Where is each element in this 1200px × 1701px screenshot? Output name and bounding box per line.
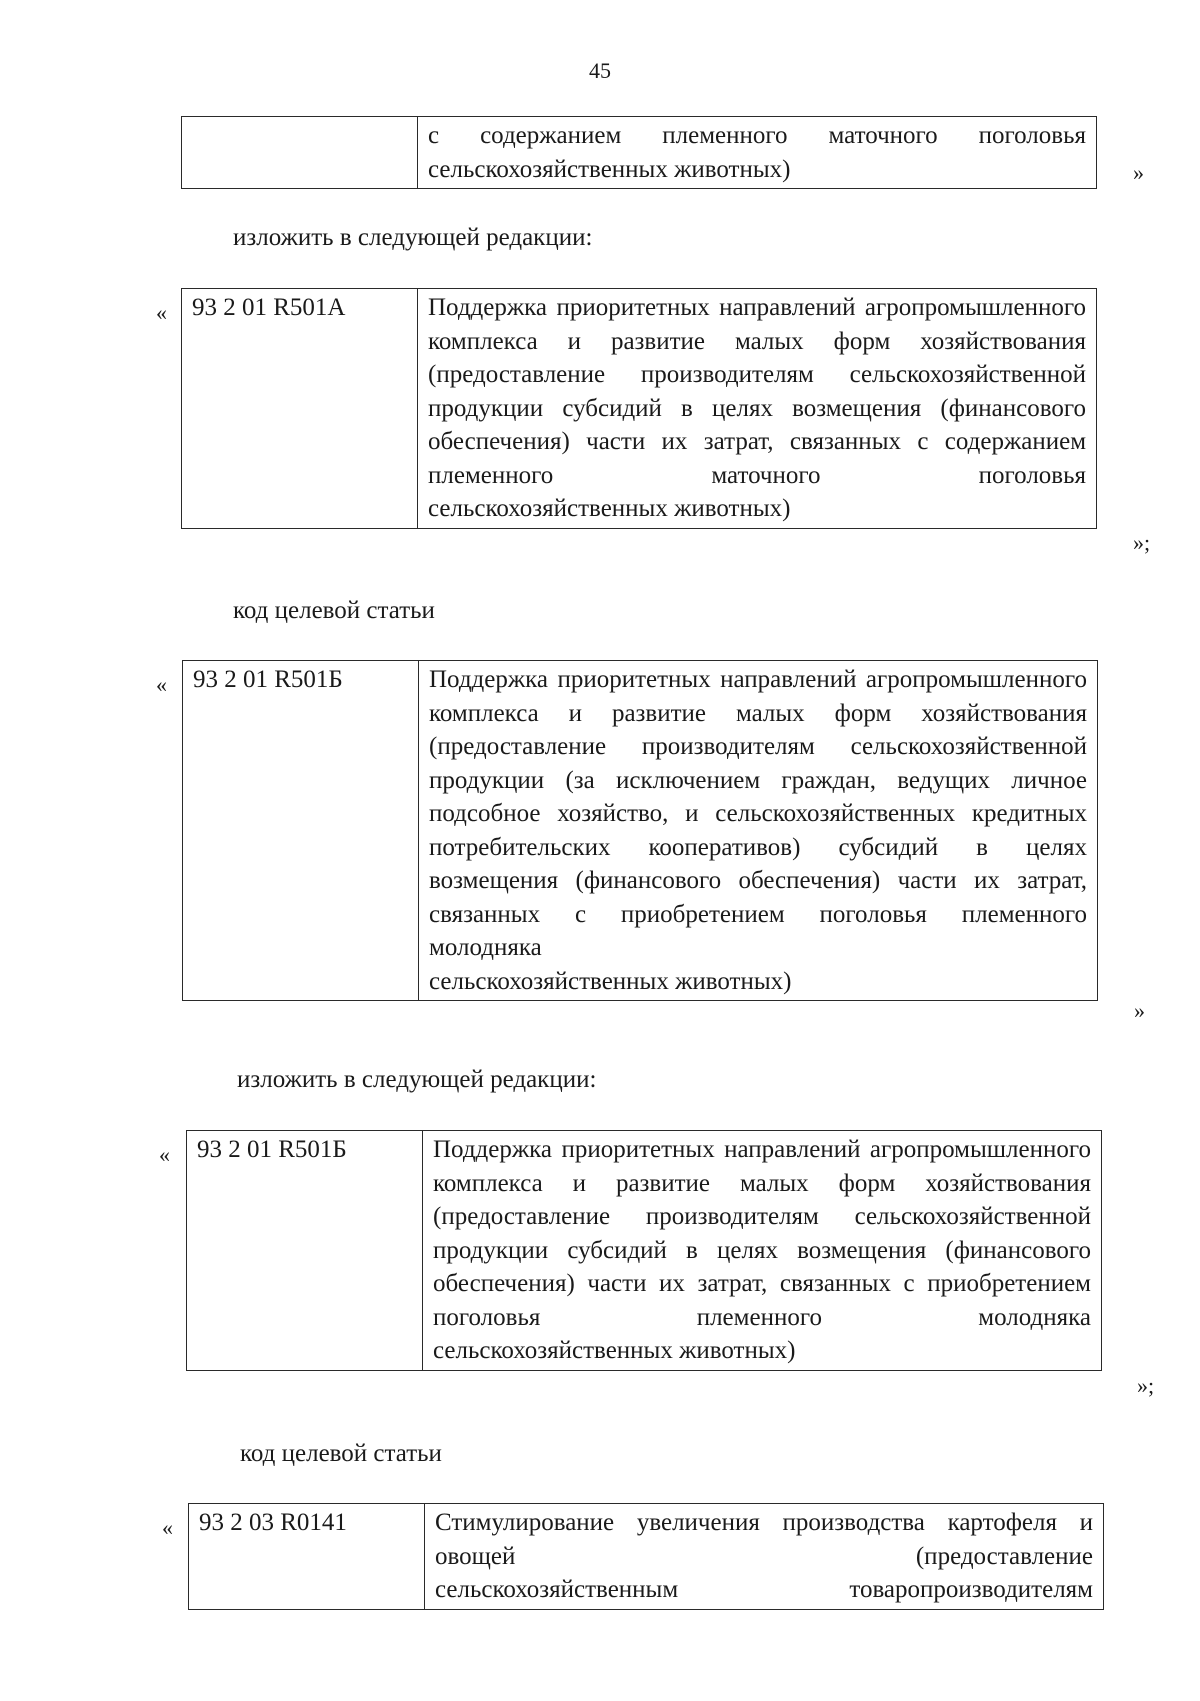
code-cell: 93 2 01 R501Б [187, 1131, 423, 1371]
instruction-paragraph: код целевой статьи [233, 597, 435, 624]
description-line: сельскохозяйственных животных) [433, 1337, 796, 1364]
description-line: субсидий в целях возмещения (финансового [562, 394, 1087, 422]
description-line: с содержанием племенного маточного поголовья [428, 428, 1087, 489]
code-table-3 [186, 1130, 1102, 1371]
code-cell [182, 117, 418, 189]
description-line: Поддержка приоритетных направлений [433, 1136, 861, 1163]
description-cell [419, 661, 1098, 1001]
description-line: сельскохозяйственным товаропроизводителям [435, 1576, 1093, 1603]
description-line: кредитных потребительских кооперативов) [429, 800, 1088, 861]
close-quote: » [1133, 160, 1144, 185]
close-quote: »; [1137, 1373, 1155, 1398]
description-line: форм хозяйствования (предоставление [433, 1169, 1091, 1230]
code-cell: 93 2 01 R501А [182, 289, 418, 529]
open-quote: « [156, 672, 167, 697]
description-line: производителям сельскохозяйственной продукции [428, 361, 1087, 422]
description-line: агропромышленного комплекса и развитие малых [429, 666, 1088, 727]
description-line: Стимулирование увеличения производства [435, 1509, 925, 1536]
instruction-paragraph: изложить в следующей редакции: [237, 1066, 597, 1093]
description-line: сельскохозяйственных животных) [428, 155, 791, 183]
description-line: с приобретением поголовья племенного молодняка [429, 900, 1088, 961]
description-line: обеспечения) части их затрат, связанных [433, 1270, 891, 1297]
instruction-paragraph: код целевой статьи [240, 1440, 442, 1467]
code-cell: 93 2 03 R0141 [189, 1504, 425, 1610]
close-quote: » [1134, 998, 1145, 1023]
open-quote: « [162, 1515, 173, 1540]
description-line: сельскохозяйственных животных) [428, 495, 791, 522]
code-table-4 [188, 1503, 1104, 1610]
description-line: форм хозяйствования (предоставление [429, 699, 1087, 760]
description-line: (за исключением граждан, ведущих личное [565, 766, 1087, 794]
description-line: подсобное хозяйство, и сельскохозяйственных [429, 800, 956, 827]
description-cell [418, 117, 1097, 189]
description-line: Поддержка приоритетных направлений [429, 666, 857, 693]
description-line: субсидий в целях возмещения (финансового [429, 833, 1087, 894]
description-line: производителям сельскохозяйственной продукции [433, 1203, 1092, 1264]
description-cell [418, 289, 1097, 529]
page-number: 45 [589, 58, 611, 83]
code-table-0 [181, 116, 1097, 189]
description-line: субсидий в целях возмещения (финансового [567, 1236, 1092, 1264]
description-line: форм хозяйствования (предоставление [428, 327, 1086, 388]
description-line: Поддержка приоритетных направлений [428, 294, 856, 321]
description-line: картофеля и овощей (предоставление [435, 1509, 1094, 1570]
code-cell: 93 2 01 R501Б [183, 661, 419, 1001]
code-table-2 [182, 660, 1098, 1001]
description-line: агропромышленного комплекса и развитие малых [433, 1136, 1092, 1197]
description-line: с приобретением поголовья племенного молодняка [433, 1270, 1091, 1331]
open-quote: « [156, 300, 167, 325]
code-table-1 [181, 288, 1097, 529]
description-line: агропромышленного комплекса и развитие малых [428, 294, 1087, 355]
description-line: производителям сельскохозяйственной продукции [429, 733, 1088, 794]
close-quote: »; [1133, 530, 1151, 555]
instruction-paragraph: изложить в следующей редакции: [233, 224, 593, 251]
description-line: обеспечения) части их затрат, связанных [428, 428, 901, 455]
description-cell [425, 1504, 1104, 1610]
description-line: сельскохозяйственных животных) [429, 967, 792, 995]
description-line: с содержанием племенного маточного поголовья [428, 122, 1086, 149]
description-cell [423, 1131, 1102, 1371]
open-quote: « [159, 1142, 170, 1167]
description-line: обеспечения) части их затрат, связанных [429, 867, 1087, 928]
